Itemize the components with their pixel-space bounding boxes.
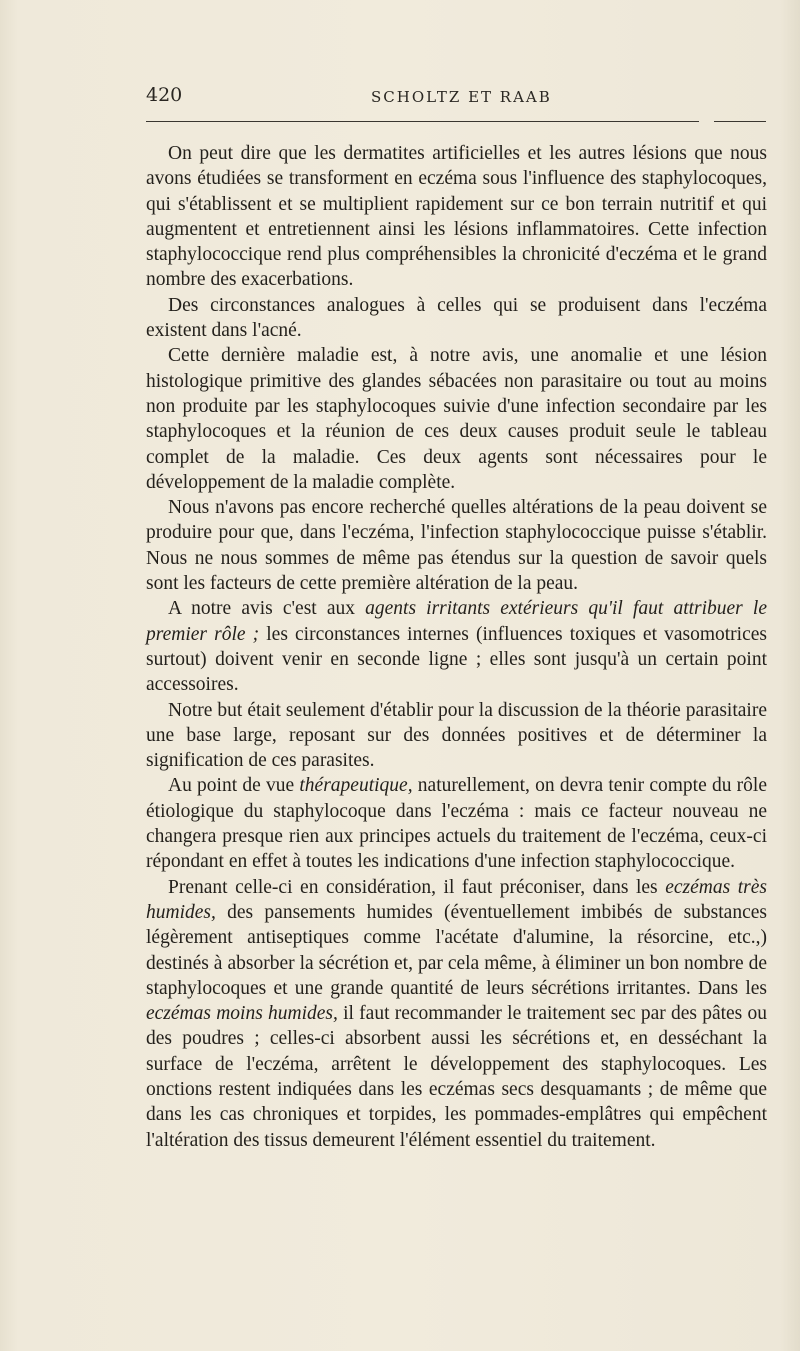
paragraph-text: Prenant celle-ci en considération, il faut préconiser, dans les: [168, 876, 666, 898]
paragraph: [146, 773, 767, 874]
paragraph: Notre but était seulement d'établir pour la discussion de la théorie parasitaire une base large, reposant sur des données positives et de déterminer la signification de ces parasites.: [146, 699, 767, 772]
paragraph-text: des pansements humides (éventuellement imbibés de substances légèrement antiseptiques comme l'acétate d'alumine, la résorcine, etc.,) destinés à absorber la sécrétion et, par cela même, à éliminer un bon nombre de staphylocoques et une grande quantité de leurs sécrétions irritantes. Dans les: [146, 901, 767, 999]
body-text: [146, 141, 767, 1153]
paragraph: Cette dernière maladie est, à notre avis, une anomalie et une lésion histologique primitive des glandes sébacées non parasitaire ou tout au moins non produite par les staphylocoques suivie d'une infection secondaire par les staphylocoques et la réunion de ces deux causes produit seule le tableau complet de la maladie. Ces deux agents sont nécessaires pour le développement de la maladie complète.: [146, 345, 767, 493]
paragraph-text: les circonstances internes (influences toxiques et vasomotrices surtout) doivent venir en seconde ligne ; elles sont jusqu'à un certain point accessoires.: [146, 623, 767, 696]
paragraph: Nous n'avons pas encore recherché quelles altérations de la peau doivent se produire pour que, dans l'eczéma, l'infection staphylococcique puisse s'établir. Nous ne nous sommes de même pas étendus sur la question de savoir quels sont les facteurs de cette première altération de la peau.: [146, 497, 767, 595]
italic-phrase: thérapeutique,: [299, 775, 413, 797]
header-rule-tail: [714, 121, 766, 122]
paragraph: Des circonstances analogues à celles qui se produisent dans l'eczéma existent dans l'acné.: [146, 294, 767, 342]
page-header: [146, 80, 766, 110]
running-title: SCHOLTZ ET RAAB: [371, 88, 552, 106]
paragraph-text: naturellement, on devra tenir compte du rôle étiologique du staphylocoque dans l'eczéma : mais ce facteur nouveau ne changera presque rien aux principes actuels du traitement de l'eczéma, ceux-ci répondant en effet à toutes les indications d'une infection staphylococcique.: [146, 775, 767, 873]
italic-phrase: eczémas très humides,: [146, 876, 767, 923]
page-number: 420: [146, 84, 183, 106]
italic-phrase: eczémas moins humides,: [146, 1003, 338, 1025]
paragraph-text: Au point de vue: [168, 775, 300, 797]
paragraph-text: A notre avis c'est aux: [168, 598, 366, 620]
italic-phrase: agents irritants extérieurs qu'il faut attribuer le premier rôle ;: [146, 598, 767, 645]
paragraph: On peut dire que les dermatites artificielles et les autres lésions que nous avons étudiées se transforment en eczéma sous l'influence des staphylocoques, qui s'établissent et se multiplient rapidement sur ce bon terrain nutritif et qui augmentent et entretiennent ainsi les lésions inflammatoires. Cette infection staphylococcique rend plus compréhensibles la chronicité d'eczéma et le grand nombre des exacerbations.: [146, 143, 767, 291]
header-rule: [146, 121, 699, 122]
paragraph-text: il faut recommander le traitement sec par des pâtes ou des poudres ; celles-ci absorbent aussi les sécrétions et, en desséchant la surface de l'eczéma, arrêtent le développement des staphylocoques. Les onctions restent indiquées dans les eczémas secs desquamants ; de même que dans les cas chroniques et torpides, les pommades-emplâtres qui empêchent l'altération des tissus demeurent l'élément essentiel du traitement.: [146, 1003, 767, 1151]
paragraph: [146, 875, 767, 1153]
paragraph: [146, 596, 767, 697]
